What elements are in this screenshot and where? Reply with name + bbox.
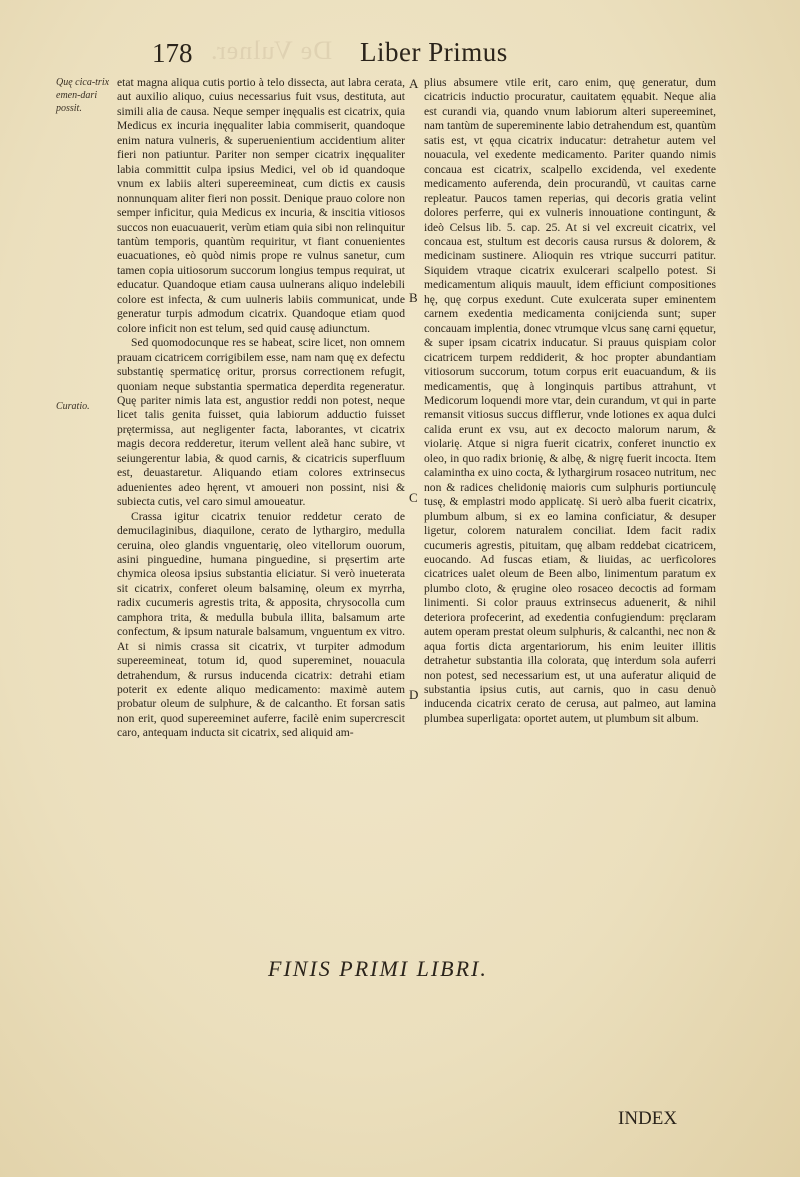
show-through-text: De Vulner. bbox=[210, 36, 333, 65]
right-text-column bbox=[424, 76, 716, 726]
section-letter-b: B bbox=[409, 290, 418, 305]
left-text-column bbox=[117, 76, 405, 741]
paragraph: etat magna aliqua cutis portio à telo dissecta, aut labra cerata, aut auxilio aliquo, cuius necessarius fuit vsus, destituta, aut simili alia de causa. Neque semper inęqualis est cicatrix, quia Medicus ex incuria inęqualiter labia commiserit, quandoque enim natura vulneris, & superuenientium accidentium aliter fieri non patiuntur. Pariter non semper cicatrix inęqualiter labia committit culpa ipsius Medici, vel ob id quandoque vnum ex labiis alteri supereemineat, cum dictis ex causis nonnunquam aliter fieri non possit. Denique prauo colore non semper inficitur, quia Medicus ex incuria, & inscitia vitiosos succos non euacuauerit, verùm etiam quia sibi non relinquitur tantùm temporis, quantùm requiritur, vt fiant conuenientes euacuationes, eò quòd nimis prope re vulnus sanetur, cum tamen copia uitiosorum succorum longius tempus requirat, ut educatur. Quandoque etiam causa uulnerans aliquo indelebili colore est infecta, & cum uulneris labiis communicat, unde generatur turpis admodum cicatrix. Quandoque etiam quod colore inficit non est telum, sed quid causę adiunctum. bbox=[117, 76, 405, 335]
page-number: 178 bbox=[152, 38, 193, 68]
paragraph: plius absumere vtile erit, caro enim, quę generatur, dum cicatricis inductio procuratur, cauitatem ęquabit. Neque alia est curandi via, quando vnum labiorum alteri supereeminet, nam tantùm de supereminente labio detrahendum est, quantùm satis est, vt ęqua cicatrix inducatur: detrahetur autem vel nouacula, vel exedente medicamento. Pariter quando nimis concaua est cicatrix, scalpello excidenda, vel exedente medicamento auferenda, dein procurandũ, vt cauitas carne repleatur. Paucos tamen reperias, qui decoris gratia velint dolores perferre, qui ex vulneris innouatione contingunt, & ideò Celsus lib. 5. cap. 25. At si vel excreuit cicatrix, vel concaua est, stultum est decoris causa rursus & dolorem, & medicinam sustinere. Alioquin res vtrique succurri patitur. Siquidem vtraque cicatrix exulcerari scalpello potest. Si medicamentum aliquis mauult, idem efficiunt compositiones hę, quę corpus exedunt. Cute exulcerata super eminentem carnem exedentia medicamenta conijcienda sunt; super concauam implentia, donec vtrumque vlcus sanę carni ęquetur, & super ipsam cicatrix inducatur. Si prauus quispiam color cicatricem turpem reddiderit, & hoc propter abundantiam vitiosorum succorum, totum corpus erit euacuandum, & iis medicamentis, quę à longinquis partibus attrahunt, vt Medicorum loquendi more vtar, dein curandum, vt qui in parte remansit vitiosus succus difflетur, vnde lotiones ex aqua dulci calida erunt ex vsu, aut ex decocto malorum narum, & violarię. Atque si nigra fuerit cicatrix, conferet inunctio ex oleo, in quo radix brionię, & albę, & nigrę fuerit incocta. Item calaminthа ex uino cocta, & lythargirum rosaceo nutritum, nec non & radices chelidonię maioris cum sulphuris portiunculę tusę, & emplastri modo applicatę. Si uerò alba fuerit cicatrix, plumbum album, si ex eo lamina conficiatur, & desuper ligetur, colorem naturalem conciliat. Idem facit radix cucumeris agrestis, pituitam, quę albam reddebat cicatricem, euocando. Ad fuscas etiam, & liuidas, ac uerficolores cicatrices ualet oleum de Been albo, linimentum paratum ex plumbo cloto, & ęrugine oleo rosaceo decoctis ad formam linimenti. Si color prauus extrinsecus aduenerit, & nihil deteriora profecerint, ad exedentia confugiendum: pręclaram autem operam prestat oleum sulphuris, & calcanthi, nec non & aqua fortis dicta argentariorum, his enim leuiter illitis detrahetur substantia illa colorata, quę interdum sola auferri non potest, sed necessarium est, ut una auferatur aliquid de substantia ipsius cutis, aut carnis, quo in casu denuò inducenda cicatrix cerato de cerusa, aut palmeo, aut lamina plumbea superligata: oportet autem, ut plumbum sit album. bbox=[424, 76, 716, 725]
paragraph: Sed quomodocunque res se habeat, scire licet, non omnem prauam cicatricem corrigibilem esse, nam nam quę ex defectu substantię spermaticę oritur, prorsus correctionem refugit, quoniam neque substantia spermatica deperdita regeneratur. Quę pariter nimis lata est, angustior reddi non potest, neque licet talis genita fuisset, quia labiorum adductio fuisset prętermissa, aut negligenter facta, laborantes, vt cicatrix magis decora redderetur, iterum vellent aleã hanc subire, vt seiungerentur labia, & quod carnis, & cicatricis superfluum est, deuastaretur. Aliquando etiam colores extrinsecus aduenientes adeo hęrent, vt amoueri non possint, nisi & subiecta cutis, vel caro simul amoueatur. bbox=[117, 336, 405, 509]
catchword: INDEX bbox=[618, 1108, 678, 1129]
running-head: Liber Primus bbox=[360, 37, 508, 67]
finis-line: FINIS PRIMI LIBRI. bbox=[268, 956, 488, 981]
paragraph: Crassa igitur cicatrix tenuior reddetur cerato de demucilaginibus, diaquilone, cerato de lythargiro, medulla ceruina, oleo glandis vnguentarię, oleo vitellorum ouorum, asini pinguedine, humana pinguedine, si pręsertim arte chymica oleosa ipsius substantia eliciatur. Si verò inueterata sit cicatrix, conferet oleum balsaminę, oleum ex myrrha, radix cucumeris agrestis trita, & apposita, chrysocolla cum camphora trita, & medulla bubula illita, balsamum arte confectum, & ipsum naturale balsamum, vnguentum ex vitro. At si nimis crassa sit cicatrix, vt turpiter admodum supereemineat, totum id, quod supereminet, nouacula detrahendum, & rursus inducenda cicatrix: detrahi etiam poterit ex edente aliquo medicamento: maximè autem probatur oleum de sulphure, & de calcantho. Et forsan satis non erit, quod supereeminet auferre, facilè enim supercrescit caro, antequam inducta sit cicatrix, sed aliquid am- bbox=[117, 509, 405, 740]
section-letter-d: D bbox=[409, 687, 419, 702]
section-letter-c: C bbox=[409, 490, 418, 505]
section-letter-a: A bbox=[409, 76, 419, 91]
marginal-note-correction: Quę cica-trix emen-dari possit. bbox=[56, 77, 110, 114]
marginal-note-curatio: Curatio. bbox=[56, 401, 90, 412]
